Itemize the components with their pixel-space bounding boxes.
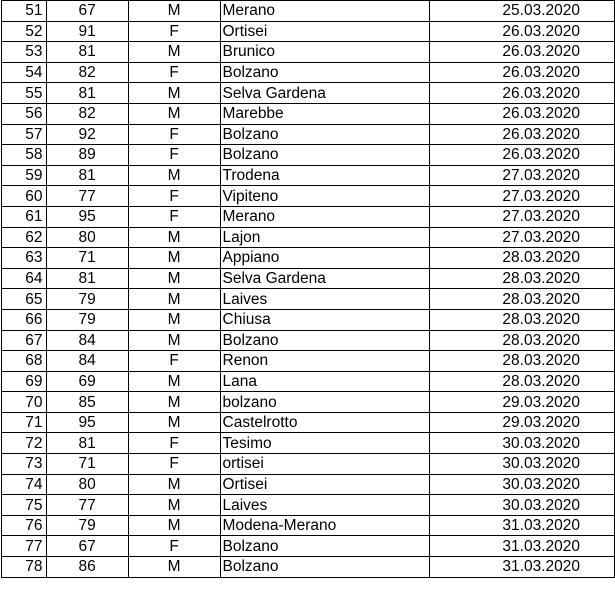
date-cell: 30.03.2020 [429, 433, 614, 454]
age-cell: 81 [46, 83, 128, 104]
row-number-cell: 61 [2, 206, 47, 227]
municipality-cell: Bolzano [220, 557, 429, 578]
table-row [2, 165, 615, 186]
sex-cell: F [128, 145, 220, 166]
municipality-cell: Trodena [220, 165, 429, 186]
row-number-cell: 63 [2, 248, 47, 269]
date-cell: 28.03.2020 [429, 248, 614, 269]
date-cell: 26.03.2020 [429, 62, 614, 83]
age-cell: 80 [46, 474, 128, 495]
date-cell: 25.03.2020 [429, 1, 614, 22]
age-cell: 91 [46, 21, 128, 42]
date-cell: 28.03.2020 [429, 268, 614, 289]
age-cell: 77 [46, 186, 128, 207]
table-row [2, 351, 615, 372]
municipality-cell: Selva Gardena [220, 83, 429, 104]
table-row [2, 330, 615, 351]
table-row [2, 557, 615, 578]
table-row [2, 1, 615, 22]
row-number-cell: 64 [2, 268, 47, 289]
municipality-cell: Selva Gardena [220, 268, 429, 289]
table-row [2, 186, 615, 207]
row-number-cell: 54 [2, 62, 47, 83]
age-cell: 69 [46, 371, 128, 392]
table-row [2, 474, 615, 495]
table-row [2, 42, 615, 63]
row-number-cell: 51 [2, 1, 47, 22]
sex-cell: M [128, 248, 220, 269]
municipality-cell: Ortisei [220, 474, 429, 495]
municipality-cell: ortisei [220, 454, 429, 475]
date-cell: 31.03.2020 [429, 536, 614, 557]
table-row [2, 495, 615, 516]
municipality-cell: Lajon [220, 227, 429, 248]
age-cell: 79 [46, 515, 128, 536]
table-row [2, 433, 615, 454]
row-number-cell: 68 [2, 351, 47, 372]
row-number-cell: 72 [2, 433, 47, 454]
date-cell: 26.03.2020 [429, 21, 614, 42]
date-cell: 28.03.2020 [429, 371, 614, 392]
date-cell: 29.03.2020 [429, 412, 614, 433]
table-row [2, 454, 615, 475]
date-cell: 26.03.2020 [429, 103, 614, 124]
date-cell: 28.03.2020 [429, 309, 614, 330]
row-number-cell: 59 [2, 165, 47, 186]
date-cell: 27.03.2020 [429, 227, 614, 248]
municipality-cell: Merano [220, 1, 429, 22]
row-number-cell: 70 [2, 392, 47, 413]
municipality-cell: Bolzano [220, 124, 429, 145]
age-cell: 82 [46, 103, 128, 124]
table-row [2, 268, 615, 289]
age-cell: 67 [46, 1, 128, 22]
sex-cell: M [128, 412, 220, 433]
age-cell: 79 [46, 289, 128, 310]
municipality-cell: Appiano [220, 248, 429, 269]
table-row [2, 124, 615, 145]
date-cell: 30.03.2020 [429, 495, 614, 516]
municipality-cell: Bolzano [220, 145, 429, 166]
sex-cell: M [128, 42, 220, 63]
sex-cell: M [128, 103, 220, 124]
sex-cell: F [128, 433, 220, 454]
sex-cell: M [128, 1, 220, 22]
sex-cell: F [128, 186, 220, 207]
age-cell: 67 [46, 536, 128, 557]
date-cell: 26.03.2020 [429, 145, 614, 166]
table-row [2, 227, 615, 248]
table-row [2, 21, 615, 42]
date-cell: 26.03.2020 [429, 124, 614, 145]
age-cell: 81 [46, 42, 128, 63]
row-number-cell: 55 [2, 83, 47, 104]
table-row [2, 536, 615, 557]
table-row [2, 371, 615, 392]
sex-cell: M [128, 83, 220, 104]
municipality-cell: Laives [220, 289, 429, 310]
table-row [2, 206, 615, 227]
table-row [2, 145, 615, 166]
row-number-cell: 56 [2, 103, 47, 124]
sex-cell: M [128, 268, 220, 289]
row-number-cell: 71 [2, 412, 47, 433]
age-cell: 71 [46, 454, 128, 475]
date-cell: 28.03.2020 [429, 289, 614, 310]
row-number-cell: 52 [2, 21, 47, 42]
table-row [2, 412, 615, 433]
table-row [2, 289, 615, 310]
age-cell: 81 [46, 165, 128, 186]
row-number-cell: 57 [2, 124, 47, 145]
municipality-cell: Chiusa [220, 309, 429, 330]
table-row [2, 392, 615, 413]
date-cell: 28.03.2020 [429, 351, 614, 372]
age-cell: 77 [46, 495, 128, 516]
age-cell: 84 [46, 330, 128, 351]
sex-cell: F [128, 536, 220, 557]
date-cell: 27.03.2020 [429, 186, 614, 207]
municipality-cell: Tesimo [220, 433, 429, 454]
municipality-cell: Bolzano [220, 62, 429, 83]
date-cell: 28.03.2020 [429, 330, 614, 351]
municipality-cell: Lana [220, 371, 429, 392]
row-number-cell: 76 [2, 515, 47, 536]
sex-cell: F [128, 454, 220, 475]
date-cell: 26.03.2020 [429, 83, 614, 104]
municipality-cell: Castelrotto [220, 412, 429, 433]
municipality-cell: bolzano [220, 392, 429, 413]
date-cell: 30.03.2020 [429, 474, 614, 495]
row-number-cell: 69 [2, 371, 47, 392]
municipality-cell: Marebbe [220, 103, 429, 124]
date-cell: 27.03.2020 [429, 165, 614, 186]
age-cell: 81 [46, 268, 128, 289]
table-row [2, 248, 615, 269]
age-cell: 95 [46, 412, 128, 433]
table-row [2, 515, 615, 536]
sex-cell: M [128, 495, 220, 516]
row-number-cell: 73 [2, 454, 47, 475]
age-cell: 85 [46, 392, 128, 413]
sex-cell: M [128, 474, 220, 495]
date-cell: 31.03.2020 [429, 515, 614, 536]
date-cell: 31.03.2020 [429, 557, 614, 578]
municipality-cell: Bolzano [220, 536, 429, 557]
municipality-cell: Renon [220, 351, 429, 372]
sex-cell: M [128, 165, 220, 186]
age-cell: 79 [46, 309, 128, 330]
age-cell: 95 [46, 206, 128, 227]
sex-cell: F [128, 351, 220, 372]
row-number-cell: 53 [2, 42, 47, 63]
row-number-cell: 66 [2, 309, 47, 330]
sex-cell: M [128, 289, 220, 310]
age-cell: 89 [46, 145, 128, 166]
date-cell: 29.03.2020 [429, 392, 614, 413]
table-row [2, 62, 615, 83]
municipality-cell: Vipiteno [220, 186, 429, 207]
sex-cell: M [128, 371, 220, 392]
row-number-cell: 58 [2, 145, 47, 166]
age-cell: 71 [46, 248, 128, 269]
row-number-cell: 67 [2, 330, 47, 351]
row-number-cell: 78 [2, 557, 47, 578]
age-cell: 80 [46, 227, 128, 248]
sex-cell: F [128, 62, 220, 83]
date-cell: 30.03.2020 [429, 454, 614, 475]
row-number-cell: 65 [2, 289, 47, 310]
municipality-cell: Merano [220, 206, 429, 227]
sex-cell: M [128, 557, 220, 578]
age-cell: 92 [46, 124, 128, 145]
age-cell: 84 [46, 351, 128, 372]
date-cell: 27.03.2020 [429, 206, 614, 227]
sex-cell: M [128, 227, 220, 248]
row-number-cell: 60 [2, 186, 47, 207]
age-cell: 86 [46, 557, 128, 578]
table-row [2, 83, 615, 104]
row-number-cell: 62 [2, 227, 47, 248]
sex-cell: M [128, 309, 220, 330]
row-number-cell: 74 [2, 474, 47, 495]
date-cell: 26.03.2020 [429, 42, 614, 63]
age-cell: 81 [46, 433, 128, 454]
table-row [2, 103, 615, 124]
municipality-cell: Bolzano [220, 330, 429, 351]
sex-cell: F [128, 206, 220, 227]
sex-cell: F [128, 21, 220, 42]
municipality-cell: Laives [220, 495, 429, 516]
municipality-cell: Modena-Merano [220, 515, 429, 536]
age-cell: 82 [46, 62, 128, 83]
sex-cell: F [128, 124, 220, 145]
sex-cell: M [128, 515, 220, 536]
table-body [2, 1, 615, 578]
row-number-cell: 75 [2, 495, 47, 516]
sex-cell: M [128, 330, 220, 351]
data-table [1, 0, 615, 578]
sex-cell: M [128, 392, 220, 413]
row-number-cell: 77 [2, 536, 47, 557]
table-row [2, 309, 615, 330]
municipality-cell: Brunico [220, 42, 429, 63]
municipality-cell: Ortisei [220, 21, 429, 42]
